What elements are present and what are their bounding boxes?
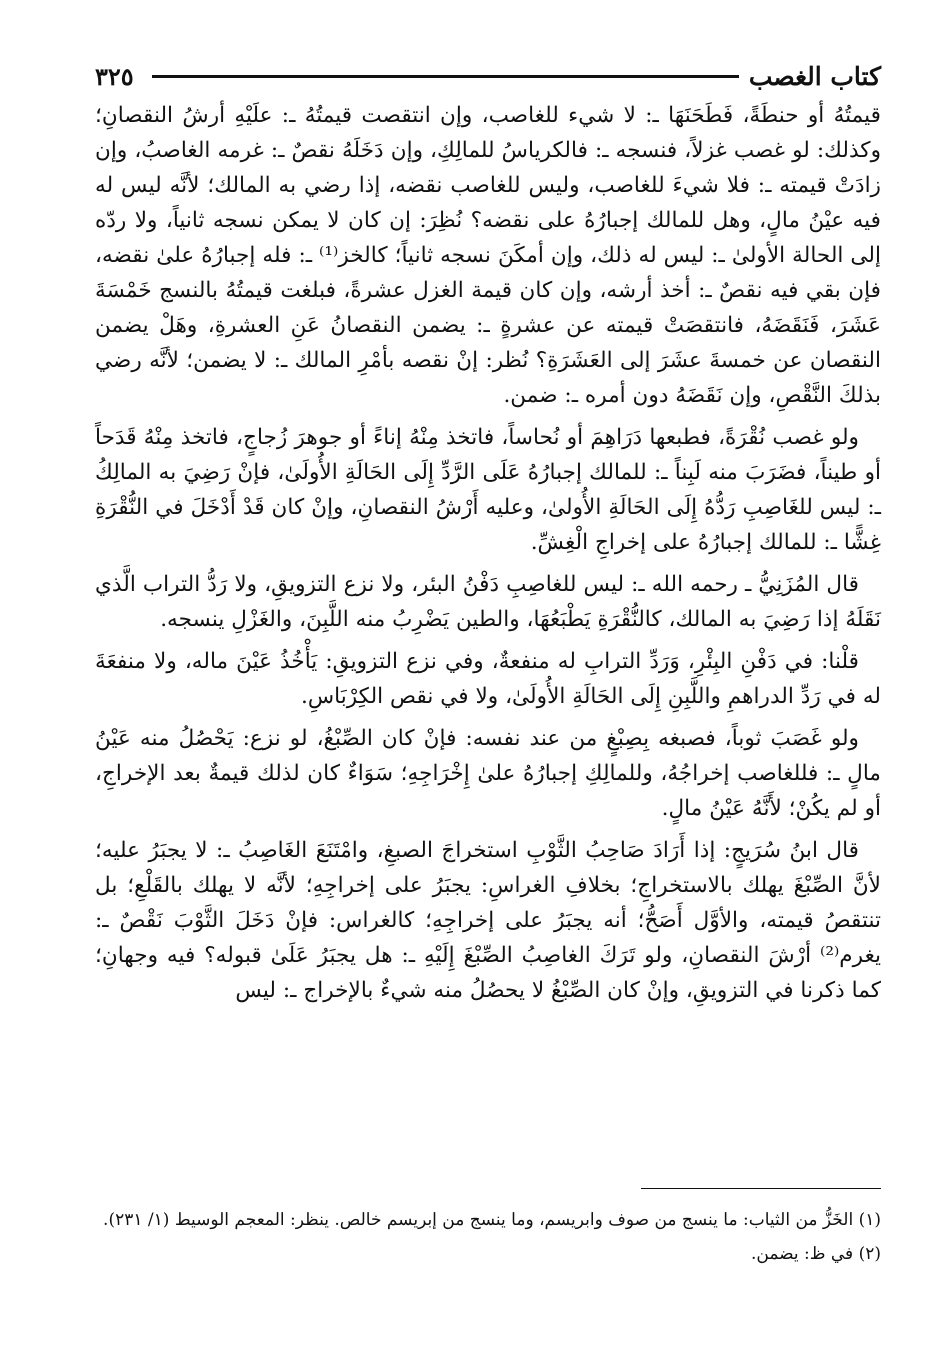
chapter-title: كتاب الغصب — [748, 61, 881, 91]
page-number: ٣٢٥ — [95, 61, 134, 91]
main-text — [95, 98, 881, 1015]
footnote-separator — [641, 1188, 881, 1189]
book-page — [95, 48, 881, 1338]
paragraph: ولو غَصَبَ ثوباً، فصبغه بِصِبْغٍ من عند نفسه: فإنْ كان الصِّبْغُ، لو نزع: يَحْصُلُ منه عَيْنُ مالٍ ـ: فللغاصب إخراجُهُ، وللمالِكِ إجبارُهُ علىٰ إِخْرَاجِهِ؛ سَوَاءٌ كان لذلك قيمةٌ بعد الإخراجِ، أو لم يكُنْ؛ لأَنَّهُ عَيْنُ مالٍ. — [95, 726, 881, 821]
footnote: (٢) في ظ: يضمن. — [750, 1244, 881, 1264]
paragraph: ولو غصب نُقْرَةً، فطبعها دَرَاهِمَ أو نُحاساً، فاتخذ مِنْهُ إناءً أو جوهرَ زُجاجٍ، فاتخذ مِنْهُ قَدَحاً أو طيناً، فضَرَبَ منه لَبِناً ـ: للمالك إجبارُهُ عَلَى الرَّدِّ إِلَى الحَالَةِ الأُولَىٰ، فإنْ رَضِيَ به المالِكُ ـ: ليس للغَاصِبِ رَدُّهُ إِلَى الحَالَةِ الأُولىٰ، وعليه أَرْشُ النقصانِ، وإنْ كان قَدْ أَدْخَلَ في النُّقْرَةِ غِشًّا ـ: للمالك إجبارُهُ على إخراجِ الْغِشِّ. — [95, 425, 881, 555]
page-header — [95, 58, 881, 94]
paragraph: قال المُزَنِيُّ ـ رحمه الله ـ: ليس للغاصِبِ دَفْنُ البئر، ولا نزع التزويقِ، ولا رَدُّ التراب الَّذي نَقَلَهُ إذا رَضِيَ به المالك، كالنُّقْرَةِ يَطْبَعُهَا، والطين يَضْرِبُ منه اللَّبِنَ، والغَزْلِ ينسجه. — [95, 572, 881, 632]
paragraph: قال ابنُ سُرَيجٍ: إذا أَرَادَ صَاحِبُ الثَّوْبِ استخراجَ الصبغِ، وامْتَنَعَ الغَاصِبُ ـ: لا يجبَرُ عليه؛ لأنَّ الصِّبْغَ يهلك بالاستخراجِ؛ بخلافِ الغراسِ: يجبَرُ على إخراجِهِ؛ لأنَّه لا يهلك بالقَلْعِ؛ بل تنتقصُ قيمته، والأوَّل أَصَحُّ؛ أنه يجبَرُ على إخراجِهِ؛ كالغراس: فإنْ دَخَلَ الثَّوْبَ نَقْصٌ ـ: يغرم⁽²⁾ أرْشَ النقصانِ، ولو تَرَكَ الغاصِبُ الصِّبْغَ إِلَيْهِ ـ: هل يجبَرُ عَلَىٰ قبوله؟ فيه وجهانِ؛ كما ذكرنا في التزويقِ، وإنْ كان الصِّبْغُ لا يحصُلُ منه شيءٌ بالإخراج ـ: ليس — [95, 838, 881, 1003]
footnote: (١) الخَزُّ من الثياب: ما ينسج من صوف وابريسم، وما ينسج من إبريسم خالص. ينظر: المعجم الوسيط (١/ ٢٣١). — [103, 1210, 881, 1230]
paragraph: قلْنا: في دَفْنِ البِئْرِ، وَرَدِّ الترابِ له منفعةٌ، وفي نزع التزويقِ: يَأْخُذُ عَيْنَ ماله، ولا منفعَةَ له في رَدِّ الدراهمِ واللَّبِنِ إِلَى الحَالَةِ الأُولَىٰ، ولا في نقص الكِرْبَاسِ. — [95, 649, 881, 709]
footnotes — [95, 1206, 881, 1274]
header-rule — [152, 75, 739, 78]
paragraph: قيمتُهُ أو حنطَةً، فَطَحَنَهَا ـ: لا شيء للغاصب، وإن انتقصت قيمتُهُ ـ: علَيْهِ أرشُ النقصانِ؛ وكذلك: لو غصب غزلاً، فنسجه ـ: فالكرياسُ للمالِكِ، وإن دَخَلَهُ نقصٌ ـ: غرمه الغاصبُ، وإن زادَتْ قيمته ـ: فلا شيءَ للغاصب، وليس للغاصب نقضه، إذا رضي به المالك؛ لأنَّه ليس له فيه عيْنُ مالٍ، وهل للمالك إجبارُهُ على نقضه؟ نُظِرَ: إن كان لا يمكن نسجه ثانياً، ولا ردّه إلى الحالة الأولىٰ ـ: ليس له ذلك، وإن أمكَنَ نسجه ثانياً؛ كالخز⁽¹⁾ ـ: فله إجبارُهُ علىٰ نقضه، فإن بقي فيه نقصٌ ـ: أخذ أرشه، وإن كان قيمة الغزل عشرةً، فبلغت قيمتُهُ بالنسج خَمْسَةَ عَشَرَ، فَنَقَضَهُ، فانتقصَتْ قيمته عن عشرةٍ ـ: يضمن النقصانُ عَنِ العشرةِ، وهَلْ يضمن النقصان عن خمسةَ عشَرَ إلى العَشَرَةِ؟ نُظر: إنْ نقصه بأمْرِ المالك ـ: لا يضمن؛ لأنَّه رضي بذلكَ النَّقْصِ، وإن نَقَضَهُ دون أمره ـ: ضمن. — [95, 103, 881, 408]
